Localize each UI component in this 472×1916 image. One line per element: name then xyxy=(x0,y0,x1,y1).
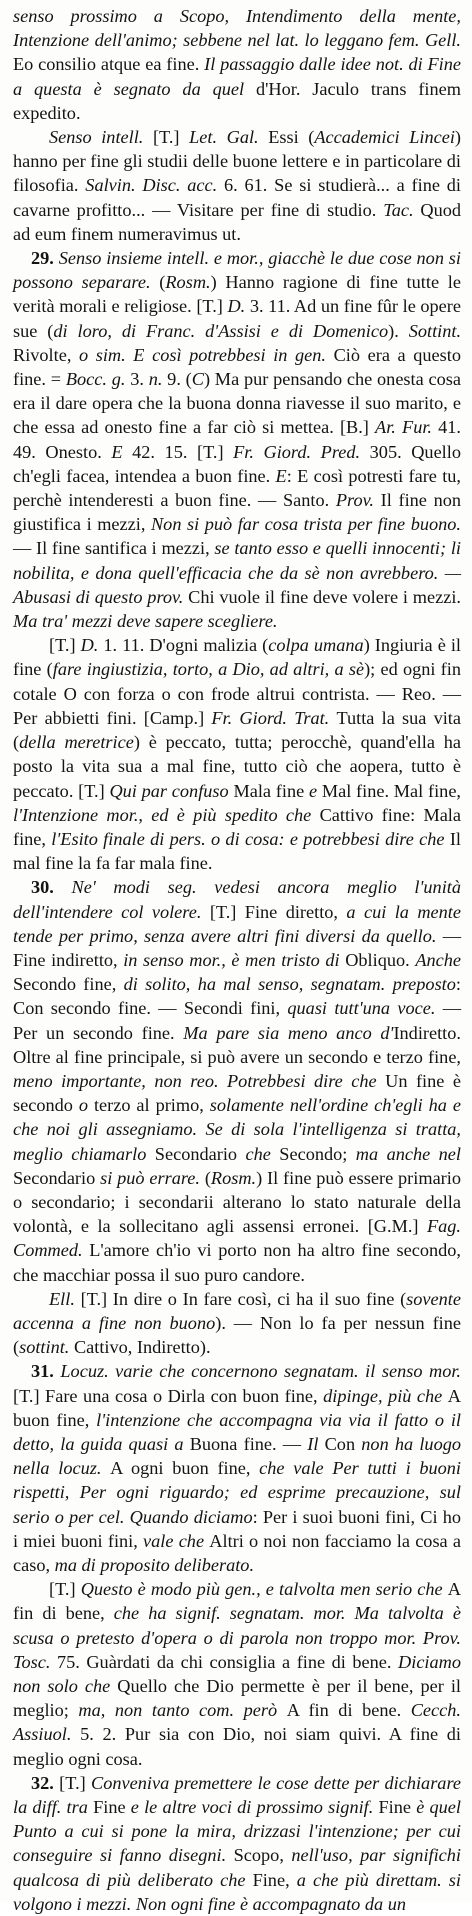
text-segment: 3. xyxy=(130,369,149,390)
italic-text: n. xyxy=(148,369,168,390)
text-segment: [T.] xyxy=(59,1772,92,1793)
italic-text: o xyxy=(78,1095,94,1116)
text-segment: Secondo; xyxy=(279,1143,356,1164)
text-segment: ). — Non lo fa per nessun fine ( xyxy=(13,1312,461,1358)
italic-text: Senso insieme intell. e mor., giacchè le due cose non si possono separare. xyxy=(13,248,461,293)
text-segment: ) hanno per fine gli studii delle buone lettere e in particolare di filosofia. xyxy=(13,127,461,196)
italic-text: della meretrice xyxy=(19,732,134,753)
entry-paragraph xyxy=(13,633,461,875)
italic-text: Questo è modo più gen., e talvolta men serio che xyxy=(80,1579,448,1600)
italic-text: l'Intenzione mor., ed è più spedito che xyxy=(13,804,320,825)
text-segment: Essi ( xyxy=(268,127,315,148)
italic-text: di solito, ha mal senso, segnatam. preposto xyxy=(123,974,456,995)
text-segment: ) Ma pur pensando che onesta cosa era il dare opera che la buona donna riavesse il suo marito, e che essa ad onesto fine a far ciò si mettea. [B.] xyxy=(13,369,461,438)
text-segment: L'amore ch'io vi porto non ha altro fine secondo, che macchiar possa il suo puro candore. xyxy=(13,1240,461,1285)
italic-text: solamente nell'ordine ch'egli ha e che noi gli assegniamo. Se di sola l'intelligenza si tratta, meglio chiamarlo xyxy=(13,1095,461,1164)
entry-paragraph xyxy=(13,246,461,633)
text-segment: Tutta la sua vita ( xyxy=(13,707,461,753)
italic-text: Ma tra' mezzi deve sapere scegliere. xyxy=(13,611,278,632)
text-segment: Secondario xyxy=(13,1167,101,1188)
italic-text: non ha luogo nella locuz. xyxy=(13,1433,461,1479)
section-number: 30. xyxy=(31,877,72,898)
italic-text: Il xyxy=(307,1433,325,1454)
text-segment: Altri o noi non facciamo la cosa a caso, xyxy=(13,1530,461,1575)
text-segment: [T.] In dire o In fare così, ci ha il suo fine ( xyxy=(80,1288,407,1309)
italic-text: Qui par confuso xyxy=(109,780,234,801)
text-segment: Chi vuole il fine deve volere i mezzi. xyxy=(188,586,461,607)
text-segment: d'Hor. Jaculo trans finem expedito. xyxy=(13,78,461,123)
italic-text: D. xyxy=(227,296,250,317)
text-segment: [T.] xyxy=(152,127,190,148)
italic-text: Rosm. xyxy=(165,272,211,293)
text-segment: Quod ad eum finem numeravimus ut. xyxy=(13,199,461,244)
section-number: 29. xyxy=(31,248,59,269)
entry-paragraph xyxy=(13,1771,461,1916)
entry-paragraph xyxy=(13,4,461,125)
italic-text: Non si può far cosa trista per fine buono. xyxy=(150,514,461,535)
text-segment: Quello che Dio permette è per il bene, per il meglio; xyxy=(13,1676,461,1721)
text-segment: Eo consilio atque ea fine. xyxy=(13,54,205,75)
text-segment: 1. 11. D'ogni malizia ( xyxy=(103,635,269,656)
italic-text: che xyxy=(245,1143,280,1164)
italic-text: ma di proposito deliberato. xyxy=(54,1555,255,1575)
italic-text: Salvin. Disc. acc. xyxy=(85,175,224,196)
italic-text: ma anche nel xyxy=(355,1143,461,1164)
entry-paragraph xyxy=(13,1359,461,1577)
text-segment: [T.] Fine diretto, xyxy=(209,901,347,922)
italic-text: Prov. xyxy=(335,490,381,511)
text-segment: [T.] Fare una cosa o Dirla con buon fine, xyxy=(13,1385,324,1406)
italic-text: Cecch. Assiuol. xyxy=(13,1700,461,1745)
italic-text: a che più direttam. si volgono i mezzi. Non ogni fine è accompagnato da un xyxy=(13,1869,461,1914)
italic-text: Sottint. xyxy=(408,320,462,341)
italic-text: Prov. Tosc. xyxy=(13,1627,461,1672)
text-segment: Con xyxy=(324,1433,362,1454)
text-segment: 75. Guàrdati da chi consiglia a fine di bene. xyxy=(56,1651,399,1672)
italic-text: D. xyxy=(80,635,104,656)
italic-text: Let. Gal. xyxy=(189,127,269,148)
text-segment: Cattivo, Indiretto). xyxy=(73,1337,211,1358)
italic-text: in senso mor., è men tristo di xyxy=(123,949,346,970)
italic-text: Fag. Commed. xyxy=(13,1216,461,1261)
italic-text: colpa umana xyxy=(268,635,364,656)
text-segment: [T.] xyxy=(49,1579,81,1600)
italic-text: si può errare. xyxy=(100,1167,205,1188)
text-segment: 9. ( xyxy=(167,369,192,390)
text-segment: A ogni buon fine, xyxy=(110,1458,260,1479)
italic-text: che ha signif. segnatam. mor. Ma talvolta è scusa o pretesto d'opera o di parola non troppo mor. xyxy=(13,1603,461,1648)
text-segment: [T.] xyxy=(49,635,81,656)
italic-text: è quel Punto a cui si pone la mira, drizzasi l'intenzione; per cui conseguire si fanno disegni. xyxy=(13,1797,461,1866)
italic-text: nell'uso, par significhi qualcosa di più deliberato che xyxy=(13,1845,462,1890)
text-segment: 305. Quello ch'egli facea, intendea a buon fine. xyxy=(13,441,461,486)
text-segment: Rivolte, xyxy=(13,344,79,365)
italic-text: quasi tutt'una voce. xyxy=(287,998,436,1019)
italic-text: o sim. E così potrebbesi in gen. xyxy=(79,344,334,365)
italic-text: di loro, di Franc. d'Assisi e di Domenico xyxy=(53,320,389,341)
entry-paragraph xyxy=(13,1577,461,1771)
text-segment: Un fine è secondo xyxy=(13,1070,461,1116)
text-segment: Mal fine. Mal fine, xyxy=(321,780,462,801)
italic-text: senso prossimo a Scopo, Intendimento della mente, Intenzione dell'animo; sebbene nel lat. lo leggano fem. Gell. xyxy=(13,6,461,51)
italic-text: Fr. Giord. Trat. xyxy=(211,707,337,728)
text-segment: Fine xyxy=(93,1797,131,1818)
italic-text: Locuz. varie che concernono segnatam. il senso mor. xyxy=(60,1361,461,1382)
text-segment: A fin di bene. xyxy=(286,1700,411,1721)
italic-text: Rosm. xyxy=(210,1167,257,1188)
text-segment: ) è peccato, tutta; perocchè, quand'ella ha posto la vita sua a mal fine, tutto ciò che aopera, tutto è peccato. [T.] xyxy=(13,732,461,801)
italic-text: sottint. xyxy=(19,1337,74,1358)
italic-text: l'intenzione che accompagna via via il fatto o il detto, la guida quasi a xyxy=(13,1409,461,1454)
italic-text: ma, non tanto com. però xyxy=(78,1700,287,1721)
italic-text: a cui la mente tende per primo, senza avere altri fini diversi da quello. xyxy=(13,901,462,946)
text-segment: Scopo, xyxy=(233,1845,292,1866)
italic-text: Fr. Giord. Pred. xyxy=(233,441,370,462)
italic-text: fare ingiustizia, torto, a Dio, ad altri, a sè xyxy=(52,659,365,680)
italic-text: E xyxy=(111,441,133,462)
text-segment: 41. 49. Onesto. xyxy=(13,417,461,462)
section-number: 32. xyxy=(31,1772,60,1793)
text-segment: Il mal fine la fa far mala fine. xyxy=(13,828,461,874)
text-segment: ( xyxy=(159,272,166,293)
text-segment: ) Hanno ragione di fine tutte le verità morali e religiose. [T.] xyxy=(13,272,461,317)
text-segment: 3. 11. Ad un fine fûr le opere sue ( xyxy=(13,296,461,341)
text-segment: 42. 15. [T.] xyxy=(132,441,234,462)
text-segment: Fine xyxy=(378,1797,417,1818)
italic-text: Ma pare sia meno anco d' xyxy=(183,1022,394,1043)
italic-text: Ne' modi seg. vedesi ancora meglio l'unità dell'intendere col volere. xyxy=(13,877,461,922)
italic-text: Conveniva premettere le cose dette per dichiarare la diff. tra xyxy=(13,1772,461,1818)
italic-text: vale che xyxy=(143,1530,210,1551)
italic-text: Anche xyxy=(415,949,461,970)
text-segment: Buona fine. — xyxy=(189,1433,308,1454)
text-segment: Cattivo fine: Mala fine, xyxy=(13,804,462,849)
italic-text: e le altre voci di prossimo signif. xyxy=(130,1797,379,1818)
text-segment: A buon fine, xyxy=(13,1385,461,1430)
italic-text: Bocc. g. xyxy=(65,369,131,390)
text-segment: ). xyxy=(388,320,409,341)
text-segment: Indiretto. Oltre al fine principale, si può avere un secondo e terzo fine, xyxy=(13,1022,461,1067)
text-segment: ); ed ogni fin cotale O con forza o con frode altrui contrista. — Reo. — Per abbietti fini. [Camp.] xyxy=(13,659,461,728)
text-segment: ) Ingiuria è il fine ( xyxy=(13,635,461,680)
italic-text: se tanto esso e quelli innocenti; li nobilita, e dona quell'efficacia che da sè non avrebbero. — Abusasi di questo prov. xyxy=(13,538,461,607)
italic-text: l'Esito finale di pers. o di cosa: e potrebbesi dire che xyxy=(51,828,450,849)
text-segment: — Per un secondo fine. xyxy=(13,998,461,1043)
text-segment: — Fine indiretto, xyxy=(13,925,461,970)
text-segment: A fin di bene, xyxy=(13,1579,461,1624)
italic-text: Il passaggio dalle idee not. di Fine a questa è segnato da quel xyxy=(13,54,461,99)
italic-text: C xyxy=(191,369,204,390)
text-segment: 5. 2. Pur sia con Dio, noi siam quivi. A fine di meglio ogni cosa. xyxy=(13,1724,461,1769)
italic-text: Senso intell. xyxy=(49,127,153,148)
italic-text: Tac. xyxy=(383,199,421,220)
italic-text: che vale Per tutti i buoni rispetti, Per ogni riguardo; ed esprime precauzione, sul serio o per cel. Quando diciamo xyxy=(13,1458,462,1527)
italic-text: E xyxy=(275,465,287,486)
text-segment: Fine, xyxy=(252,1869,297,1890)
text-segment: ) Il fine può essere primario o secondario; i secondarii alterano lo stato naturale della volontà, e la sollecitano agli assensi erronei. [G.M.] xyxy=(13,1167,461,1237)
entry-paragraph xyxy=(13,875,461,1286)
text-segment: Mala fine xyxy=(233,780,309,801)
entry-paragraph xyxy=(13,125,461,246)
text-segment: Ciò era a questo fine. = xyxy=(13,344,461,390)
text-segment: terzo al primo, xyxy=(93,1095,210,1116)
italic-text: Ell. xyxy=(49,1288,81,1309)
section-number: 31. xyxy=(31,1361,61,1382)
italic-text: Accademici Lincei xyxy=(314,127,455,148)
italic-text: meno importante, non reo. Potrebbesi dire che xyxy=(13,1070,386,1091)
italic-text: Diciamo non solo che xyxy=(13,1651,461,1697)
text-segment: 6. 61. Se si studierà... a fine di cavarne profitto... — Visitare per fine di studio. xyxy=(13,175,461,220)
text-segment: : Con secondo fine. — Secondi fini, xyxy=(13,974,461,1019)
text-segment: Secondario xyxy=(154,1143,246,1164)
text-segment: : E così potresti fare tu, perchè intenderesti a buon fine. — Santo. xyxy=(13,465,462,511)
text-segment: : Per i suoi buoni fini, Ci ho i miei buoni fini, xyxy=(13,1506,461,1551)
text-segment: Secondo fine, xyxy=(13,974,124,995)
italic-text: Ar. Fur. xyxy=(375,417,439,438)
italic-text: sovente accenna a fine non buono xyxy=(13,1288,461,1333)
text-segment: ( xyxy=(204,1167,211,1188)
text-segment: — Il fine santifica i mezzi, xyxy=(13,538,215,559)
entry-paragraph xyxy=(13,1287,461,1360)
text-segment: Il fine non giustifica i mezzi, xyxy=(13,490,462,535)
text-segment: Obliquo. xyxy=(345,949,416,970)
italic-text: e xyxy=(308,780,322,801)
italic-text: dipinge, più che xyxy=(323,1385,448,1406)
